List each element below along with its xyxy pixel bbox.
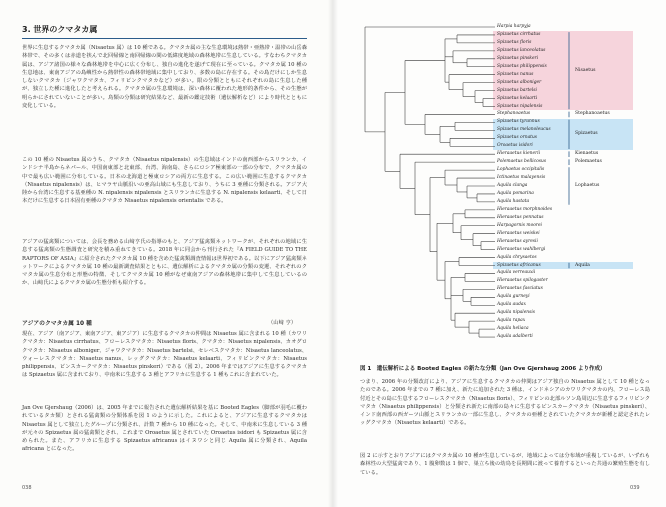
taxon-label: Aquila audax [497,302,526,308]
book-gutter [328,0,338,507]
group-label-kienaetus: Kienaetus [575,151,599,157]
taxon-label: Hieraaetus pennatus [497,214,544,220]
group-label-nisaetus: Nisaetus [575,67,596,73]
page-number-right: 039 [630,485,640,491]
taxon-label: Aquila gurneyi [497,294,530,300]
taxon-label: Hieraaetus wahlbergi [497,246,546,252]
taxon-label: Spizaetus bartelsi [497,87,537,93]
taxon-label: Aquila heliaca [497,326,529,332]
taxon-label: Stephanoaetus [497,111,531,117]
taxon-label: Aquila hastata [497,198,530,204]
right-paragraph-1: つまり、2006 年の分類改訂により、アジアに生息するクマタカの仲間はアジア独自の Nisaetus 属として 10 種となったのである。2006 年までの 7 種に加え、新たに追加された 3 種は、インドネシアのカワリクマタカの内、フローレス島付近とその島に生息するフローレスクマタカ（Nisaetus floris）、フィリピンの北部ルソン島周辺に生息するフィリピンクマタカ（Nisaetus philippensis）と分類され新たに南部の島々に生息するピンスカークマタカ（Nisaetus pinskeri）、インド南西部の西ガーツ山脈とスリランカの一部に生息し、クマタカの亜種とされていたクマタカが新種と認定されたレッグクマタカ（Nisaetus kelaarti）である。 [360,379,650,427]
taxon-label: Hieraaetus weiskei [497,230,540,236]
taxon-label: Spizaetus ornatus [497,135,538,141]
taxon-label: Spizaetus nipalensis [497,103,543,109]
subsection-title: アジアのクマタカ属 10 種 [22,321,92,327]
taxon-label: Hieraaetus kienerii [497,151,541,157]
taxon-label: Aquila nipalensis [497,310,536,316]
phylogeny-figure [345,20,645,365]
taxon-label: Aquila rapax [497,318,526,324]
taxon-label: Spizaetus floris [497,39,532,45]
taxon-label: Oroaetus isidori [497,143,533,149]
taxon-label: Harpia harpyja [497,24,531,29]
taxon-label: Aquila verreauxii [497,270,536,276]
taxon-label: Lophaetus occipitalis [497,167,545,173]
taxon-label: Aquila pomarina [497,190,534,196]
figure-caption: 図 1 遺伝解析による Booted Eagles の新たな分類（Jan Ove Gjershaug 2006 より作成） [360,366,606,372]
intro-paragraph-2: この 10 種の Nisaetus 属のうち、クマタカ（Nisaetus nipalensis）の生息域はインドの南西部からスリランカ、インドシナ半島からネパール、中国南東部と北東部、台湾、海南島、さらにロシア極東部の一部の分布で、クマタカ属の中で最も広い範囲に分布している。日本の北海道と極東ロシアの両方に生息する。この広い範囲に生息するクマタカ（Nisaetus nipalensis）は、ヒマラヤ山脈沿いの亜高山域にも生息しており、うちに 3 亜種に分類される。アジア大陸から台湾に生息する基亜種の N. nipalensis nipalensis とスリランカに生息する N. nipalensis kelaarti、そして日本だけに生息する日本固有亜種のクマタカ Nisaetus nipalensis orientalis である。 [22,157,307,205]
taxon-label: Hieraaetus morphnoides [497,206,553,212]
taxon-label: Spizaetus africanus [497,262,541,268]
taxon-label: Spizaetus lanceolatus [497,47,546,53]
group-label-polemaetus: Polemaetus [575,159,602,165]
sub-paragraph-1: 現在、アジア（南アジア、東南アジア、東アジア）に生息するクマタカの仲間は Nisaetus 属に含まれる 10 種（カワリクマタカ：Nisaetus cirrhatus、フローレスクマタカ：Nisaetus floris、クマタカ：Nisaetus nipalensis、カオグロクマタカ：Nisaetus alboniger、ジャワクマタカ：Nisaetus bartelsi、セレベスクマタカ：Nisaetus lanceolatus、ウォーレスクマタカ：Nisaetus nanus、レッグクマタカ：Nisaetus kelaarti、フィリピンクマタカ：Nisaetus philippensis、ピンスカークマタカ：Nisaetus pinskeri）である（図 2）。2006 年まではアジアに生息するクマタカは Spizaetus 属に含まれており、中南米に生息する 3 種とアフリカに生息する 1 種もこれに含まれていた。 [22,331,307,379]
right-paragraph-2: 図 2 に示すとおりアジアにはクマタカ属の 10 種が生息しているが、地域によっては分布域が重複しているが、いずれも森林性の大型猛禽であり、1 腹卵数は 1 個で、巣立ち後の幼鳥を長期間に渡って養育するといった共通の繁殖生態を有している。 [360,453,650,476]
section-title: 3. 世界のクマタカ属 [22,25,98,34]
phylogeny-tree [345,20,645,365]
taxon-label: Spizaetus tyrannus [497,119,540,125]
intro-paragraph-3: アジアの猛禽類については、会長を務める山﨑亨氏の指導のもと、アジア猛禽類ネットワークが、それぞれの地域に生息する猛禽類の生態調査と研究を積み重ねてきている。2018 年に同会から刊行された『A FIELD GUIDE TO THE RAPTORS OF ASIA』に紹介されたクマタカ属 10 種を含めた猛禽類調査情報は世界初である。以下にアジア猛禽類ネットワークによるクマタカ属 10 種の最新調査結果とともに、遺伝解析によるクマタカ属の分類の変遷、それぞれのクマタカ属の生息分布と形態の特徴、そしてクマタカ属 10 種がなぜ東南アジアの森林地帯に集中して生息しているのか、山﨑氏によるクマタカ属の生態分析も紹介する。 [22,239,307,287]
taxon-label: Spizaetus alboniger [497,79,542,85]
page-number-left: 038 [22,485,32,491]
taxon-label: Ictinaetus malayensis [497,175,546,181]
intro-paragraph-1: 世界に生息するクマタカ属（Nisaetus 属）は 10 種である。クマタカ属の主な生息環境は熱帯・亜熱帯・温帯の山岳森林帯で、その多くは赤道を挟んで北回帰線と南回帰線の間の低緯度地域の森林地帯に生息している。すなわちクマタカ属は、アジア諸国の様々な森林地帯を中心に広く分布し、独自の進化を遂げて現在に至っている。クマタカ属 10 種の生息地は、東南アジアの島嶼性から熱帯性の森林帯地域に集中しており、多数の島に存在する。その島だけにしか生息しないクマタカ（ジャワクマタカ、フィリピンクマタカなど）が多い。限の分類とともにそれぞれの島に生息した種が、独立した種に進化したと考えられる。クマタカ属の生息環境は、深い森林に覆われた地形的条件から、その生態が明らかにされていないことが多い。鳥類の分類は研究結果など、最新の鑑定技術（遺伝解析など）により時代とともに変化している。 [22,45,307,110]
taxon-label: Hieraaetus fasciatus [497,286,543,292]
subsection-author: （山﨑 亨） [268,320,297,326]
group-label-lophaetus: Lophaetus [575,183,600,188]
taxon-label: Spizaetus melanoleucus [497,127,551,133]
group-label-aquila: Aquila [575,262,590,268]
taxon-label: Spizaetus kelaarti [497,95,538,101]
taxon-label: Spizaetus cirrhatus [497,31,541,37]
taxon-label: Spizaetus pinskeri [497,55,539,61]
taxon-label: Spizaetus nanus [497,71,534,77]
taxon-label: Harpagornis moorei [497,222,542,228]
taxon-label: Aquila chrysaetos [497,254,537,260]
taxon-label: Hieraaetus ayresii [497,238,538,244]
taxon-label: Polemaetus bellicosus [497,159,547,165]
taxon-label: Aquila adalberti [497,334,533,340]
group-label-spizaetus: Spizaetus [575,131,598,137]
section-rule [22,38,307,39]
taxon-label: Spizaetus philippensis [497,63,547,69]
taxon-label: Hieraaetus spilogaster [497,278,548,284]
sub-paragraph-2: Jan Ove Gjershaug（2006）は、2005 年までに報告された遺伝解析結果を基に Booted Eagles（脚部が羽毛に覆われているタカ類）とされる猛禽類の分類体系を図 1 のように示した。これによると、アジアに生息するクマタカは Nisaetus 属として独立したグループに分類され、計数 7 種から 10 種になった。そして、中南米に生息している 3 種が元々の Spizaetus 属の猛禽類とされ、これまで Oroaetus 属とされていた Oroaetus isidori も Spizaetus 属に含められた。また、アフリカに生息する Spizaetus africanus はイヌワシと同じ Aquila 属に分類され、Aquila africana とになった。 [22,405,307,453]
group-label-stephanoaetus: Stephanoaetus [575,111,610,117]
taxon-label: Aquila clanga [497,183,528,188]
